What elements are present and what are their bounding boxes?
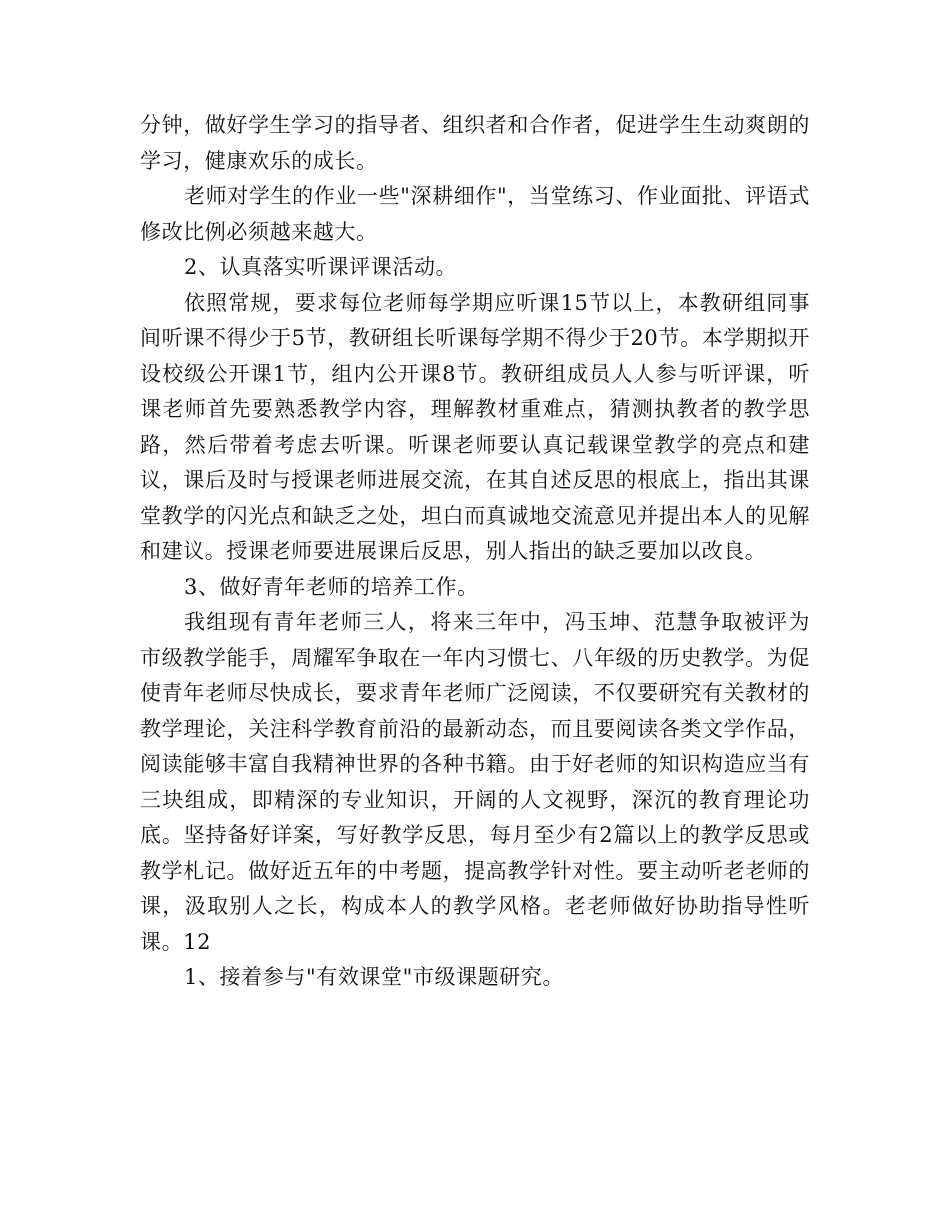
document-body	[140, 108, 810, 996]
section-heading-1: 1、接着参与"有效课堂"市级课题研究。	[184, 965, 565, 989]
paragraph-1: 分钟，做好学生学习的指导者、组织者和合作者，促进学生生动爽朗的学习，健康欢乐的成长。	[140, 113, 810, 173]
paragraph-4: 依照常规，要求每位老师每学期应听课15节以上，本教研组同事间听课不得少于5节，教研组长听课每学期不得少于20节。本学期拟开设校级公开课1节，组内公开课8节。教研组成员人人参与听评课，听课老师首先要熟悉教学内容，理解教材重难点，猜测执教者的教学思路，然后带着考虑去听课。听课老师要认真记载课堂教学的亮点和建议，课后及时与授课老师进展交流，在其自述反思的根底上，指出其课堂教学的闪光点和缺乏之处，坦白而真诚地交流意见并提出本人的见解和建议。授课老师要进展课后反思，别人指出的缺乏要加以改良。	[140, 290, 810, 563]
section-heading-3: 3、做好青年老师的培养工作。	[184, 574, 479, 599]
paragraph-2: 老师对学生的作业一些"深耕细作"，当堂练习、作业面批、评语式修改比例必须越来越大。	[140, 184, 810, 244]
section-heading-2: 2、认真落实听课评课活动。	[184, 255, 458, 279]
paragraph-6: 我组现有青年老师三人，将来三年中，冯玉坤、范慧争取被评为市级教学能手，周耀军争取在一年内习惯七、八年级的历史教学。为促使青年老师尽快成长，要求青年老师广泛阅读，不仅要研究有关教材的教学理论，关注科学教育前沿的最新动态，而且要阅读各类文学作品，阅读能够丰富自我精神世界的各种书籍。由于好老师的知识构造应当有三块组成，即精深的专业知识，开阔的人文视野，深沉的教育理论功底。坚持备好详案，写好教学反思，每月至少有2篇以上的教学反思或教学札记。做好近五年的中考题，提高教学针对性。要主动听老老师的课，汲取别人之长，构成本人的教学风格。老老师做好协助指导性听课。12	[140, 610, 810, 954]
